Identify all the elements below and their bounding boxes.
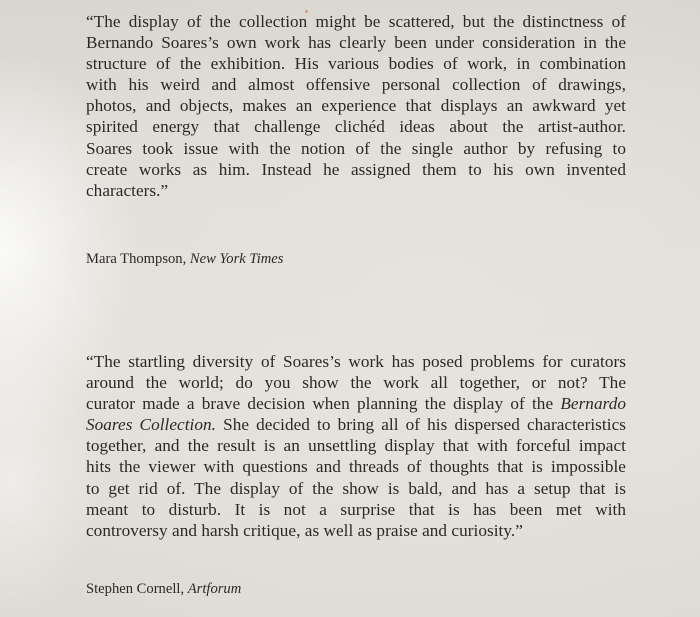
quote-artforum <box>86 351 626 541</box>
attribution-name: Mara Thompson, <box>86 251 190 267</box>
quote-line: hits the viewer with questions and threads of thoughts that is impossible <box>86 457 626 477</box>
collection-title: Soares Collection. <box>86 415 216 435</box>
quote-line: structure of the exhibition. His various bodies of work, in combination <box>86 54 626 74</box>
quote-line: with his weird and almost offensive personal collection of drawings, <box>86 75 626 95</box>
quote-line: “The startling diversity of Soares’s work has posed problems for curators <box>86 352 626 371</box>
quote-line <box>86 393 626 414</box>
quote-line: Soares took issue with the notion of the single author by refusing to <box>86 138 626 158</box>
quote-nyt <box>86 11 626 201</box>
quote-line: characters.” <box>86 180 169 200</box>
attribution-artforum <box>86 580 241 598</box>
quote-line: controversy and harsh critique, as well as praise and curiosity.” <box>86 520 523 540</box>
quote-line: to get rid of. The display of the show is bald, and has a setup that is <box>86 478 626 498</box>
quote-line: Bernando Soares’s own work has clearly been under consideration in the <box>86 33 626 53</box>
quote-line <box>86 414 626 435</box>
quote-text: curator made a brave decision when planning the display of the <box>86 394 561 414</box>
attribution-nyt <box>86 250 283 268</box>
attribution-source: New York Times <box>189 251 284 267</box>
attribution-name: Stephen Cornell, <box>86 581 188 597</box>
quote-text: She decided to bring all of his dispersed characteristics <box>216 415 626 435</box>
quote-line: photos, and objects, makes an experience that displays an awkward yet <box>86 96 626 116</box>
quote-line: spirited energy that challenge clichéd ideas about the artist-author. <box>86 117 626 137</box>
quote-line: “The display of the collection might be scattered, but the distinctness of <box>86 12 626 31</box>
quote-line: together, and the result is an unsettling display that with forceful impact <box>86 436 626 456</box>
collection-title: Bernardo <box>560 394 626 414</box>
quote-line: around the world; do you show the work all together, or not? The <box>86 373 626 393</box>
quote-line: create works as him. Instead he assigned them to his own invented <box>86 159 626 179</box>
quote-line: meant to disturb. It is not a surprise that is has been met with <box>86 499 626 519</box>
attribution-source: Artforum <box>187 581 242 597</box>
